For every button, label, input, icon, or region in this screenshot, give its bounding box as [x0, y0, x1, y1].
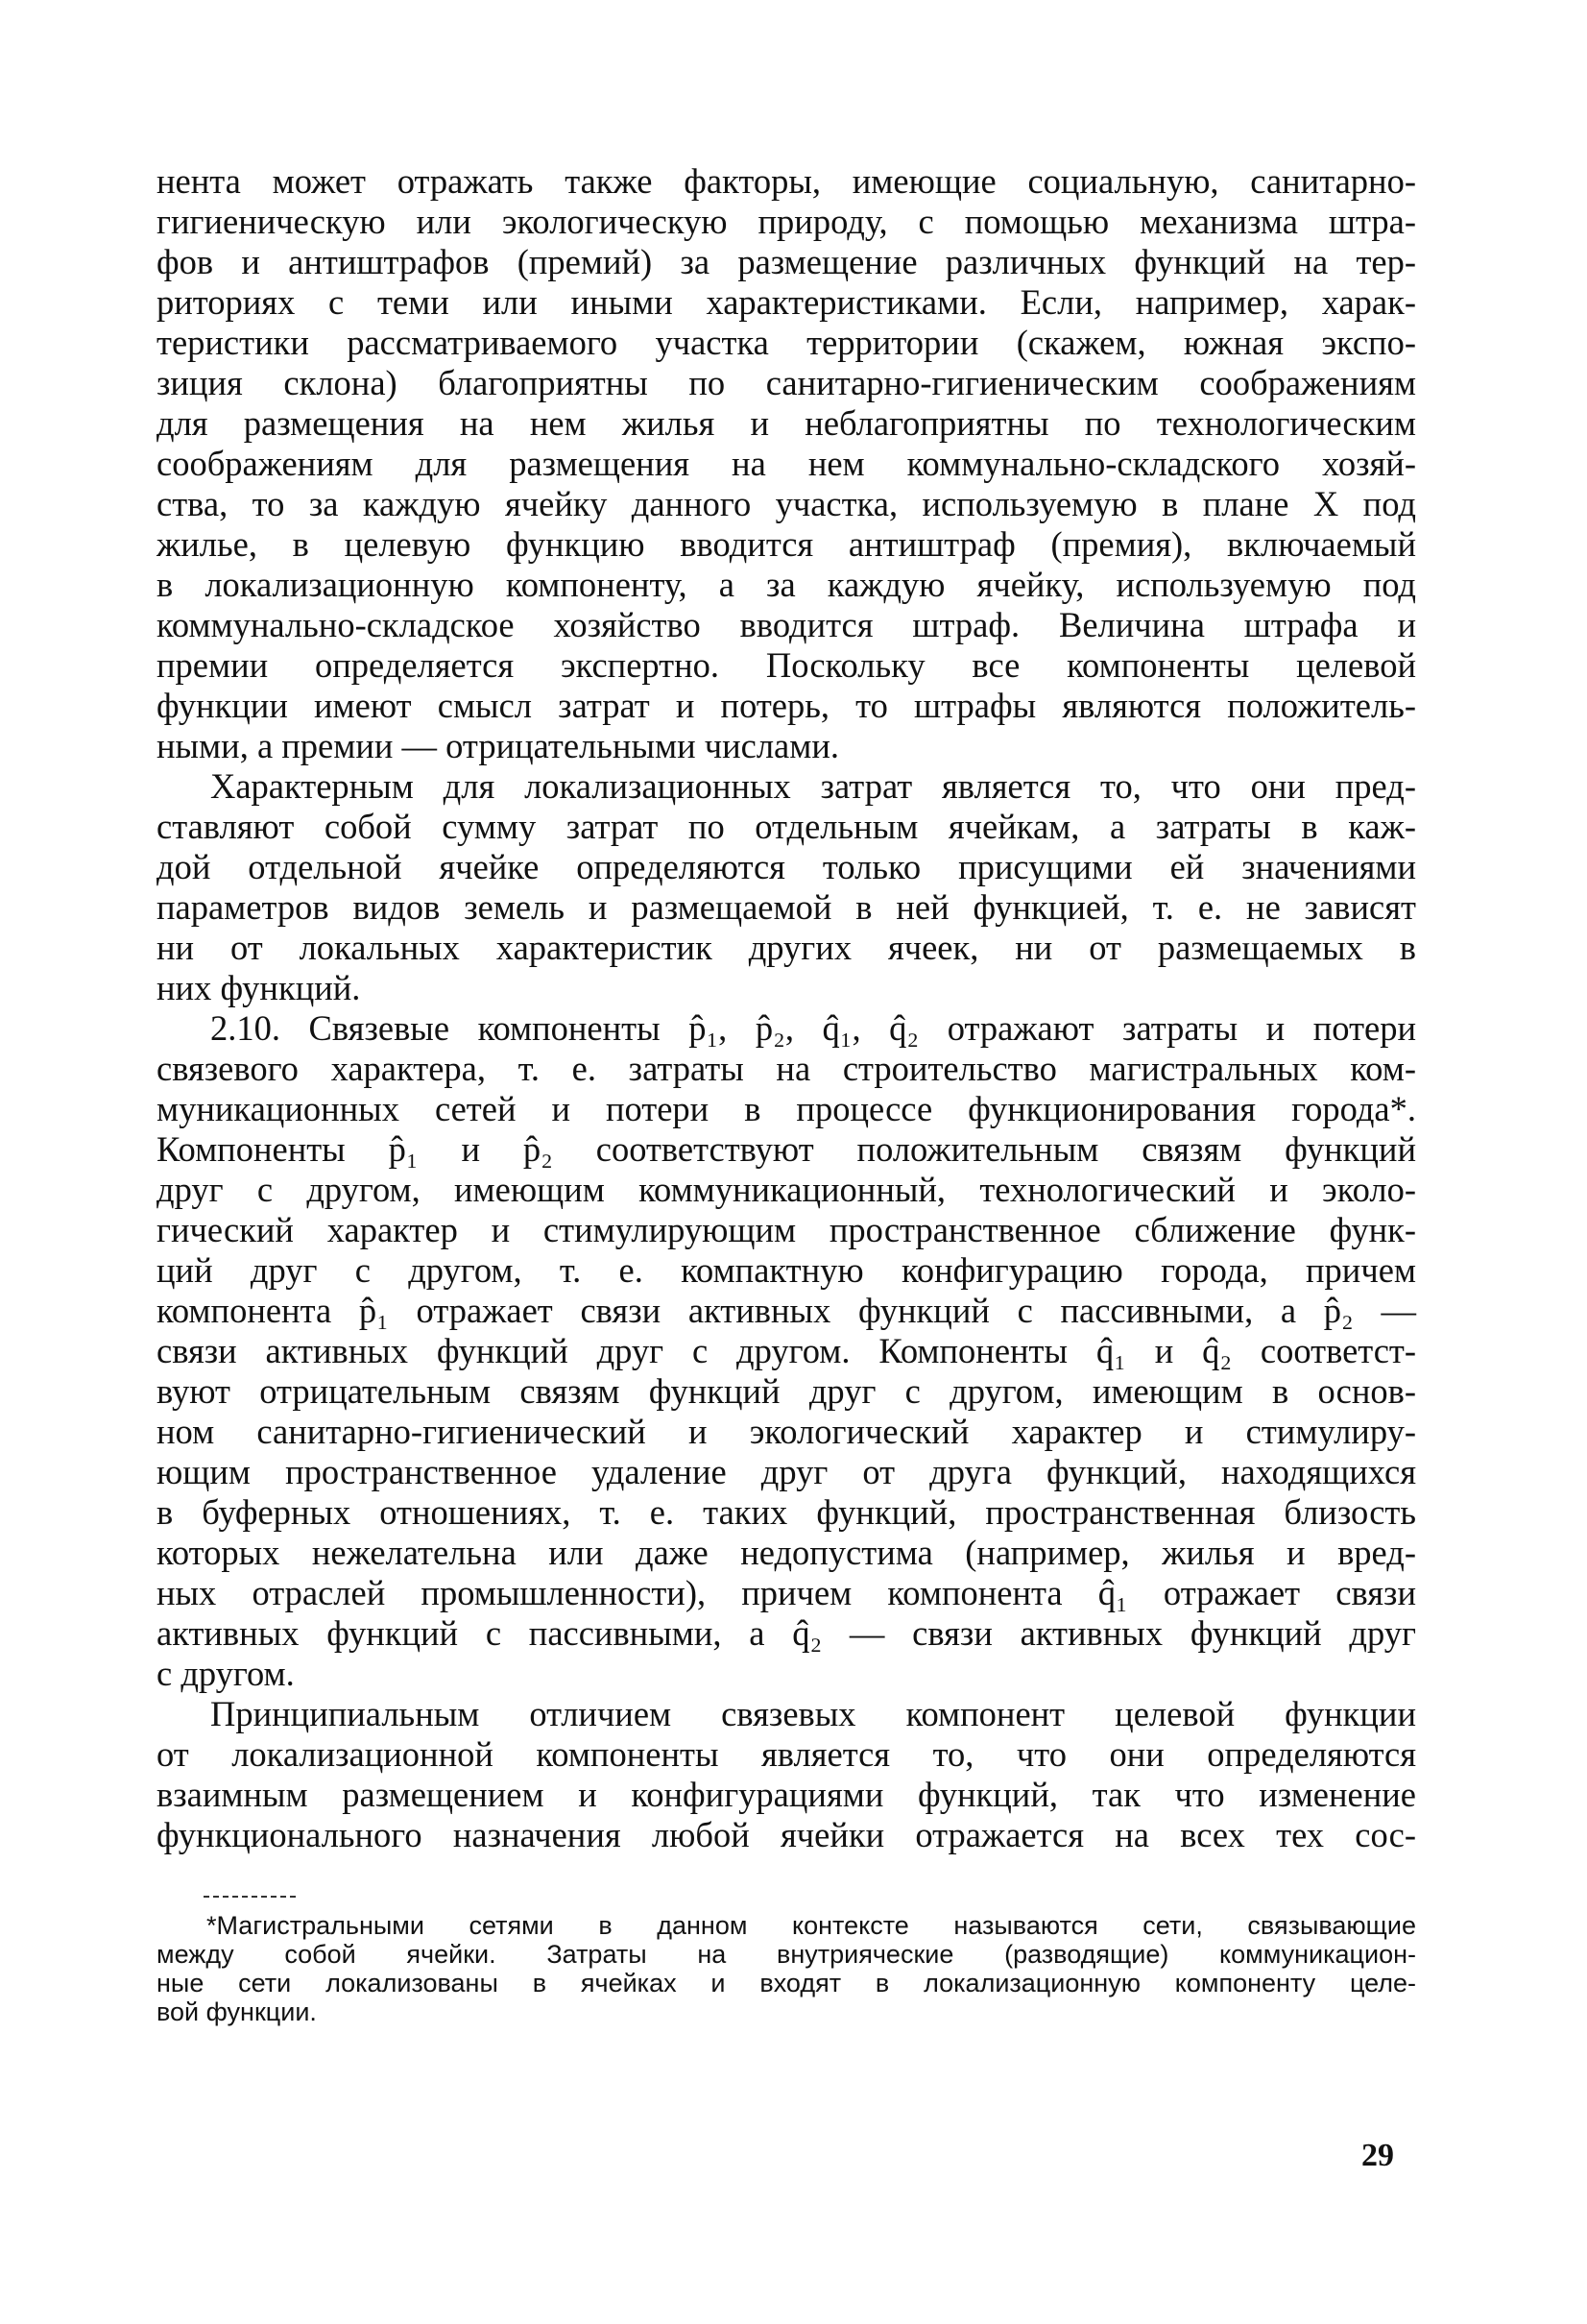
text-line: функционального назначения любой ячейки отражается на всех тех сос-	[156, 1815, 1416, 1854]
text-line: друг с другом, имеющим коммуникационный, технологический и эколо-	[156, 1170, 1416, 1209]
text-line: Компоненты p̂₁ и p̂₂ соответствуют положительным связям функций	[156, 1129, 1416, 1169]
text-line: Характерным для локализационных затрат является то, что они пред-	[210, 766, 1416, 806]
footnote	[156, 1911, 1416, 2026]
text-line: соображениям для размещения на нем коммунально-складского хозяй-	[156, 444, 1416, 483]
text-line: связи активных функций друг с другом. Компоненты q̂₁ и q̂₂ соответст-	[156, 1331, 1416, 1370]
text-line: вуют отрицательным связям функций друг с другом, имеющим в основ-	[156, 1371, 1416, 1411]
text-line: риториях с теми или иными характеристиками. Если, например, харак-	[156, 282, 1416, 322]
text-line: от локализационной компоненты является то, что они определяются	[156, 1734, 1416, 1774]
text-line: ций друг с другом, т. е. компактную конфигурацию города, причем	[156, 1250, 1416, 1290]
text-line: зиция склона) благоприятны по санитарно-гигиеническим соображениям	[156, 363, 1416, 402]
text-line: них функций.	[156, 968, 361, 1007]
text-line: премии определяется экспертно. Поскольку все компоненты целевой	[156, 645, 1416, 685]
text-line: дой отдельной ячейке определяются только присущими ей значениями	[156, 847, 1416, 886]
text-line: ства, то за каждую ячейку данного участка, используемую в плане X под	[156, 484, 1416, 523]
footnote-line: ные сети локализованы в ячейках и входят в локализационную компоненту целе-	[156, 1969, 1416, 1997]
footnote-line: вой функции.	[156, 1997, 317, 2026]
text-line: ставляют собой сумму затрат по отдельным ячейкам, а затраты в каж-	[156, 807, 1416, 846]
page-number: 29	[1361, 2138, 1394, 2173]
text-line: взаимным размещением и конфигурациями функций, так что изменение	[156, 1775, 1416, 1814]
text-line: ном санитарно-гигиенический и экологический характер и стимулиру-	[156, 1412, 1416, 1451]
text-line: с другом.	[156, 1654, 295, 1693]
text-line: которых нежелательна или даже недопустима (например, жилья и вред-	[156, 1533, 1416, 1572]
footnote-divider	[204, 1896, 296, 1898]
text-line: жилье, в целевую функцию вводится антиштраф (премия), включаемый	[156, 524, 1416, 564]
text-line: ющим пространственное удаление друг от друга функций, находящихся	[156, 1452, 1416, 1491]
text-line: компонента p̂₁ отражает связи активных функций с пассивными, а p̂₂ —	[156, 1291, 1416, 1330]
text-line: связевого характера, т. е. затраты на строительство магистральных ком-	[156, 1049, 1416, 1088]
text-line: в буферных отношениях, т. е. таких функций, пространственная близость	[156, 1492, 1416, 1532]
text-line: Принципиальным отличием связевых компонент целевой функции	[210, 1694, 1416, 1733]
text-line: ных отраслей промышленности), причем компонента q̂₁ отражает связи	[156, 1573, 1416, 1612]
text-line: муникационных сетей и потери в процессе функционирования города*.	[156, 1089, 1416, 1128]
text-line: теристики рассматриваемого участка территории (скажем, южная экспо-	[156, 323, 1416, 362]
text-line: гический характер и стимулирующим пространственное сближение функ-	[156, 1210, 1416, 1249]
footnote-line: между собой ячейки. Затраты на внутрияческие (разводящие) коммуникацион-	[156, 1940, 1416, 1969]
text-line: параметров видов земель и размещаемой в ней функцией, т. е. не зависят	[156, 887, 1416, 927]
text-line: функции имеют смысл затрат и потерь, то штрафы являются положитель-	[156, 686, 1416, 725]
section-heading-line: 2.10. Связевые компоненты p̂₁, p̂₂, q̂₁, q̂₂ отражают затраты и потери	[210, 1008, 1416, 1048]
text-line: ными, а премии — отрицательными числами.	[156, 726, 839, 765]
body-text	[156, 161, 1416, 1855]
text-line: для размещения на нем жилья и неблагоприятны по технологическим	[156, 403, 1416, 443]
text-line: гигиеническую или экологическую природу, с помощью механизма штра-	[156, 202, 1416, 241]
text-line: коммунально-складское хозяйство вводится штраф. Величина штрафа и	[156, 605, 1416, 644]
text-line: в локализационную компоненту, а за каждую ячейку, используемую под	[156, 565, 1416, 604]
text-line: активных функций с пассивными, а q̂₂ — связи активных функций друг	[156, 1613, 1416, 1653]
text-line: фов и антиштрафов (премий) за размещение различных функций на тер-	[156, 242, 1416, 281]
footnote-line: *Магистральными сетями в данном контексте называются сети, связывающие	[206, 1911, 1416, 1940]
text-line: ни от локальных характеристик других ячеек, ни от размещаемых в	[156, 928, 1416, 967]
text-line: нента может отражать также факторы, имеющие социальную, санитарно-	[156, 161, 1416, 201]
